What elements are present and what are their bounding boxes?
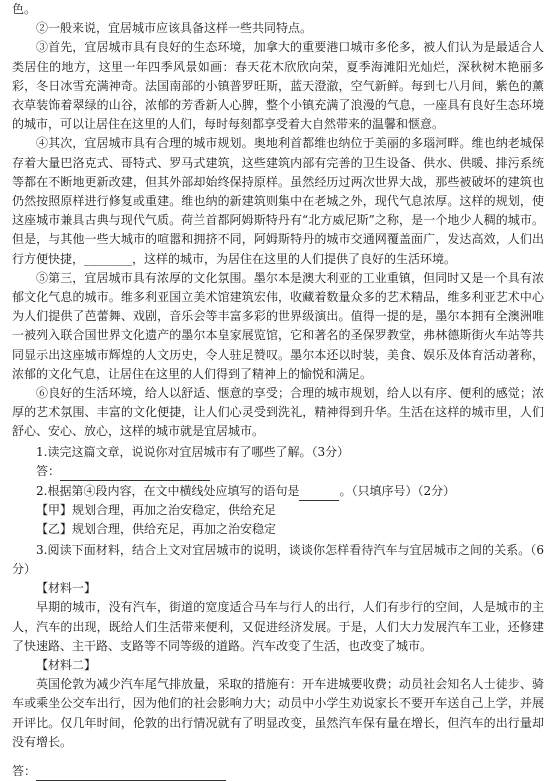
paragraph-3: ③首先，宜居城市具有良好的生态环境，加拿大的重要港口城市多伦多，被人们认为是最适合人类居住的地方，这里一年四季风景如画：春天花木欣欣向荣，夏季海滩阳光灿烂，深秋树木艳丽多彩，冬日冰雪充满神奇。法国南部的小镇普罗旺斯，蓝天澄澈，空气新鲜。每到七八月间，紫色的薰衣草装饰着翠绿的山谷，浓郁的芳香新人心脾，整个小镇充满了浪漫的气息，一座具有良好生态环境的城市，可以让居住在这里的人们，每时每刻都享受着大自然带来的温馨和惬意。 (12, 40, 544, 132)
option-a: 【甲】规划合理，再加之治安稳定，供给充足 (36, 503, 277, 518)
material-2-text: 英国伦敦为减少汽车尾气排放量，采取的措施有：开车进城要收费；动员社会知名人士徒步、骑车或乘坐公交车出行，因为他们的社会影响力大；动员中小学生劝说家长不要开车送自己上学，并展开评比。仅几年时间，伦敦的出行情况就有了明显改变，虽然汽车保有量在增长，但汽车的出行量却没有增长。 (12, 677, 544, 749)
paragraph-5: ⑤第三，宜居城市具有浓厚的文化氛围。墨尔本是澳大利亚的工业重镇，但同时又是一个具有浓郁文化气息的城市。维多利亚国立美术馆建筑宏伟，收藏着数量众多的艺术精品，维多利亚艺术中心为人们提供了芭蕾舞、戏剧，音乐会等丰富多彩的世界级演出。值得一提的是，墨尔本拥有全澳洲唯一被列入联合国世界文化遗产的墨尔本皇家展览馆，它和著名的圣保罗教堂，弗林德斯街火车站等共同显示出这座城市辉煌的人文历史，令人驻足赞叹。墨尔本还以时装，美食、娱乐及体育活动著称，浓郁的文化气息，让居住在这里的人们得到了精神上的愉悦和满足。 (12, 270, 544, 381)
material-2-title: 【材料二】 (36, 657, 97, 672)
question-1: 1.读完这篇文章，说说你对宜居城市有了哪些了解。（3分） (36, 444, 350, 459)
paragraph-4: ④其次，宜居城市具有合理的城市规划。奥地利首都维也纳位于美丽的多瑙河畔。维也纳老城保存着大量巴洛克式、哥特式、罗马式建筑，这些建筑内部有完善的卫生设备、供水、供暖、排污系统等都在不断地更新改建，但其外部却始终保持原样。虽然经历过两次世界大战，那些被破坏的建筑也仍然按照原样进行修复或重建。维也纳的新建筑则集中在老城之外，现代气息浓厚。这样的规划，使这座城市兼具古典与现代气质。荷兰首都阿姆斯特丹有“北方威尼斯”之称，是一个地少人稠的城市。但是，与其他一些大城市的喧嚣和拥挤不同，阿姆斯特丹的城市交通网覆盖面广，发达高效，人们出行方便快捷，________，这样的城市，为居住在这里的人们提供了良好的生活环境。 (12, 136, 544, 266)
paragraph-continuation: 色。 (12, 2, 37, 16)
material-1-title: 【材料一】 (36, 581, 97, 596)
answer-line[interactable] (60, 466, 210, 481)
answer-label: 答： (36, 463, 61, 478)
question-3: 3.阅读下面材料，结合上文对宜居城市的说明，谈谈你怎样看待汽车与宜居城市之间的关系。（6分） (12, 542, 544, 576)
final-answer-label: 答： (12, 763, 37, 778)
exam-page (12, 0, 544, 781)
question-2-suffix: 。（只填序号）（2分） (339, 484, 456, 499)
option-b: 【乙】规划合理，供给充足，再加之治安稳定 (36, 522, 277, 537)
paragraph-2: ②一般来说，宜居城市应该具备这样一些共同特点。 (36, 21, 313, 36)
question-1-answer (12, 462, 544, 481)
fill-blank[interactable] (299, 486, 339, 501)
question-2-prefix: 2.根据第④段内容，在文中横线处应填写的语句是 (36, 484, 300, 499)
material-1-text: 早期的城市，没有汽车，街道的宽度适合马车与行人的出行，人们有步行的空间，人是城市的主人，汽车的出现，既给人们生活带来便利，又促进经济发展。于是，人们大力发展汽车工业，还修建了快速路、主干路、支路等不同等级的道路。汽车改变了生活，也改变了城市。 (12, 600, 544, 653)
final-answer (12, 762, 544, 781)
final-answer-line[interactable] (36, 766, 226, 781)
question-2 (12, 482, 544, 501)
paragraph-6: ⑥良好的生活环境，给人以舒适、惬意的享受；合理的城市规划，给人以有序、便利的感觉；浓厚的艺术氛围、丰富的文化便捷，让人们心灵受到洗礼，精神得到升华。生活在这样的城市里，人们舒心、安心、放心，这样的城市就是宜居城市。 (12, 386, 544, 439)
